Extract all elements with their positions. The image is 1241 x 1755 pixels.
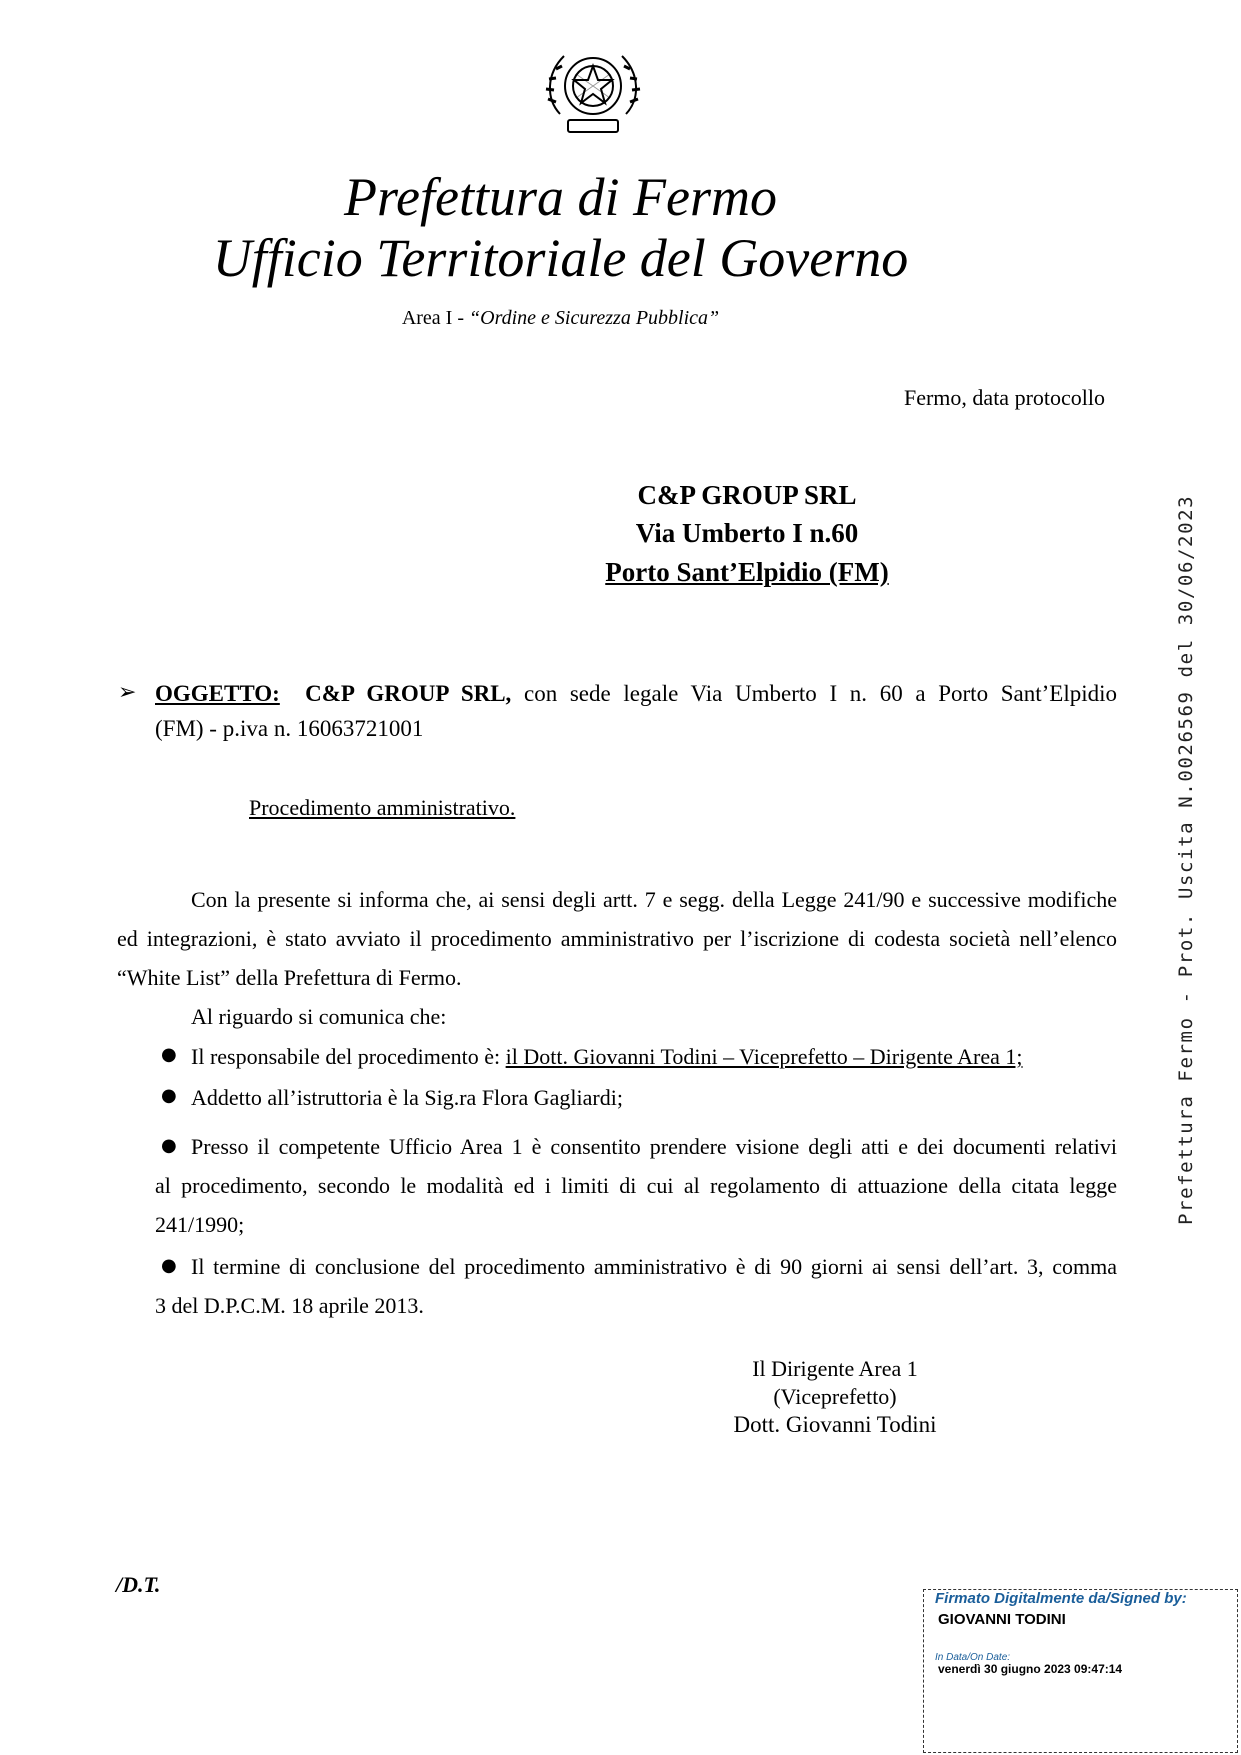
digital-signature-date-label: In Data/On Date: xyxy=(935,1652,1011,1663)
bullet-icon: ● xyxy=(161,1044,177,1065)
repubblica-italiana-emblem-icon xyxy=(542,44,644,142)
list-item-presso-cont: al procedimento, secondo le modalità ed i limiti di cui al regolamento di attuazione della citata legge 241/1990; xyxy=(155,1173,1117,1237)
bullet-icon: ● xyxy=(161,1255,177,1276)
item1-underlined: il Dott. Giovanni Todini – Viceprefetto – Dirigente Area 1; xyxy=(505,1044,1023,1069)
page-title-prefettura: Prefettura di Fermo xyxy=(344,167,777,227)
list-item-presso: Presso il competente Ufficio Area 1 è consentito prendere visione degli atti e dei documenti relativi xyxy=(191,1134,1117,1159)
recipient-name: C&P GROUP SRL xyxy=(637,480,857,510)
area-prefix: Area I - xyxy=(401,307,469,329)
digital-signature-signer: GIOVANNI TODINI xyxy=(938,1611,1066,1628)
subject-procedure: Procedimento amministrativo. xyxy=(249,795,516,820)
bullet-icon: ● xyxy=(161,1085,177,1106)
signature-name: Dott. Giovanni Todini xyxy=(733,1412,937,1437)
body-paragraph-1: Con la presente si informa che, ai sensi degli artt. 7 e segg. della Legge 241/90 e successive modifiche ed integrazioni, è stato avviato il procedimento amministrativo per l’iscrizione di codesta società nell’elenco “White List” della Prefettura di Fermo. xyxy=(117,887,1117,990)
digital-signature-title: Firmato Digitalmente da/Signed by: xyxy=(935,1590,1187,1607)
recipient-street: Via Umberto I n.60 xyxy=(635,518,859,548)
digital-signature-date: venerdì 30 giugno 2023 09:47:14 xyxy=(938,1662,1123,1676)
subject-text: con sede legale Via Umberto I n. 60 a Porto Sant’Elpidio xyxy=(523,681,1117,706)
initials: /D.T. xyxy=(116,1572,161,1597)
body-paragraph-2: Al riguardo si comunica che: xyxy=(191,1004,447,1029)
arrow-bullet-icon: ➢ xyxy=(118,680,137,705)
list-item-responsabile xyxy=(191,1037,1117,1076)
list-item-termine: Il termine di conclusione del procedimento amministrativo è di 90 giorni ai sensi dell’art. 3, comma xyxy=(191,1254,1117,1279)
page-subtitle-ufficio: Ufficio Territoriale del Governo xyxy=(212,228,909,288)
date-line: Fermo, data protocollo xyxy=(903,385,1105,410)
subject-line xyxy=(155,681,1117,707)
subject-company: C&P GROUP SRL, xyxy=(305,681,512,706)
signature-title: (Viceprefetto) xyxy=(773,1384,897,1409)
subject-label: OGGETTO: xyxy=(155,681,280,706)
area-line xyxy=(0,307,1181,330)
recipient-city: Porto Sant’Elpidio (FM) xyxy=(605,557,889,587)
bullet-icon: ● xyxy=(161,1135,177,1156)
list-item-addetto: Addetto all’istruttoria è la Sig.ra Flora Gagliardi; xyxy=(191,1085,623,1110)
protocol-stamp: Prefettura Fermo - Prot. Uscita N.0026569 del 30/06/2023 xyxy=(1175,494,1197,1225)
subject-line-2: (FM) - p.iva n. 16063721001 xyxy=(155,716,424,741)
list-item-termine-cont: 3 del D.P.C.M. 18 aprile 2013. xyxy=(155,1293,424,1318)
signature-role: Il Dirigente Area 1 xyxy=(752,1356,918,1381)
area-name: “Ordine e Sicurezza Pubblica” xyxy=(469,307,720,329)
item1-prefix: Il responsabile del procedimento è: xyxy=(191,1044,506,1069)
